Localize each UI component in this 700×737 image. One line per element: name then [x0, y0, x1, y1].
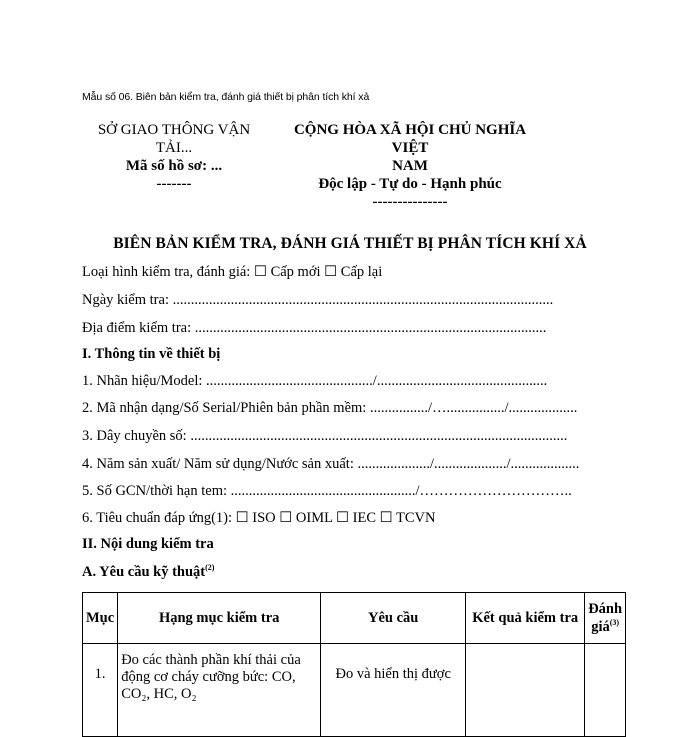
production-line-line: 3. Dây chuyền số: ........................................................................................................ — [82, 428, 568, 444]
inspection-type-line: Loại hình kiểm tra, đánh giá: ☐ Cấp mới ☐ Cấp lại — [82, 264, 383, 280]
col-header-requirement: Yêu cầu — [321, 593, 466, 644]
country-name-line1: CỘNG HÒA XÃ HỘI CHỦ NGHĨA VIỆT — [293, 122, 527, 156]
cell-rating[interactable] — [585, 644, 626, 737]
col-header-category: Hạng mục kiểm tra — [118, 593, 321, 644]
brand-model-line: 1. Nhãn hiệu/Model: ............................................../............................................... — [82, 373, 548, 389]
footnote-2-marker: (2) — [205, 563, 215, 572]
certificate-number-line: 5. Số GCN/thời hạn tem: .................................................../………………………….. — [82, 483, 572, 499]
agency-name-line1: SỞ GIAO THÔNG VẬN — [97, 122, 251, 138]
technical-requirements-label: A. Yêu cầu kỹ thuật — [82, 563, 206, 580]
agency-rule: ------- — [156, 176, 192, 192]
cell-category-line2: động cơ cháy cưỡng bức: CO, — [121, 669, 296, 685]
cell-category-line3: CO₂, HC, O₂ — [121, 686, 197, 702]
inspection-date-line: Ngày kiểm tra: ......................................................................................................... — [82, 292, 554, 308]
section-equipment-info-heading: I. Thông tin về thiết bị — [82, 346, 221, 362]
cell-category-line1: Đo các thành phần khí thải của — [121, 652, 301, 668]
agency-header — [86, 121, 262, 193]
cell-requirement: Đo và hiển thị được — [321, 644, 466, 737]
agency-name-line2: TẢI... — [155, 140, 193, 156]
country-name-line2: NAM — [392, 158, 428, 174]
col-header-rating — [585, 593, 626, 644]
country-header — [284, 121, 536, 211]
footnote-3-marker: (3) — [609, 617, 620, 627]
document-title: BIÊN BẢN KIỂM TRA, ĐÁNH GIÁ THIẾT BỊ PHÂN TÍCH KHÍ XẢ — [113, 235, 587, 252]
col-header-result: Kết quả kiểm tra — [466, 593, 585, 644]
col-header-rating-label: Đánh giá — [588, 600, 623, 635]
table-header-row — [83, 593, 626, 644]
manufacture-year-line: 4. Năm sản xuất/ Năm sử dụng/Nước sản xuất: ..................../..................../................... — [82, 456, 580, 472]
inspection-place-line: Địa điểm kiểm tra: ................................................................................................. — [82, 320, 547, 336]
cell-result[interactable] — [466, 644, 585, 737]
form-code: Mẫu số 06. Biên bản kiểm tra, đánh giá thiết bị phân tích khí xả — [82, 91, 370, 103]
cell-item: 1. — [83, 644, 118, 737]
table-row — [83, 644, 626, 737]
motto-rule: --------------- — [372, 194, 448, 210]
col-header-item: Mục — [83, 593, 118, 644]
standards-line: 6. Tiêu chuẩn đáp ứng(1): ☐ ISO ☐ OIML ☐ IEC ☐ TCVN — [82, 510, 436, 526]
inspection-table — [82, 592, 626, 737]
national-motto: Độc lập - Tự do - Hạnh phúc — [318, 176, 502, 192]
cell-category — [118, 644, 321, 737]
technical-requirements-heading — [82, 563, 214, 581]
serial-software-line: 2. Mã nhận dạng/Số Serial/Phiên bản phần mềm: ................/…................/................... — [82, 400, 578, 416]
file-number: Mã số hồ sơ: ... — [125, 158, 223, 174]
section-inspection-content-heading: II. Nội dung kiểm tra — [82, 536, 214, 552]
